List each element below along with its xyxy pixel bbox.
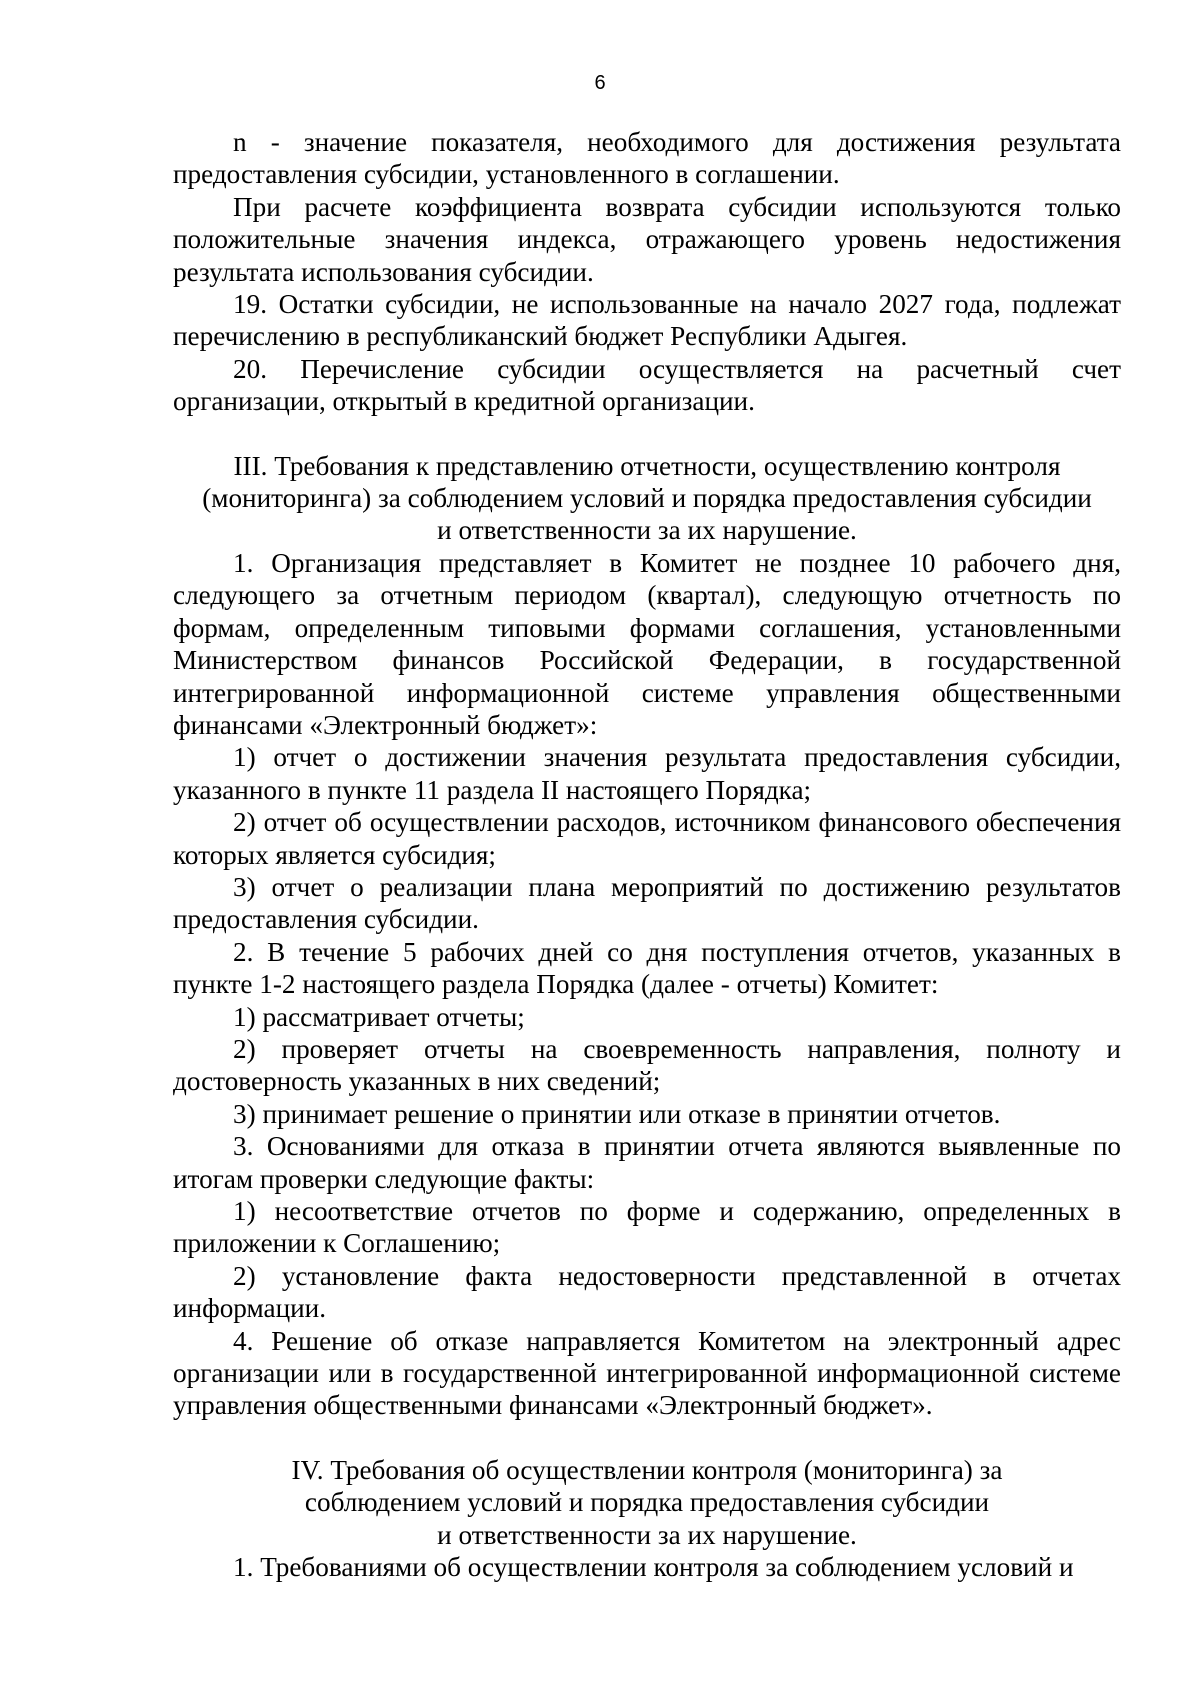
- section-3-paragraph: 2. В течение 5 рабочих дней со дня поступления отчетов, указанных в пункте 1-2 настоящего раздела Порядка (далее - отчеты) Комитет:: [173, 936, 1121, 1000]
- section-3-heading-line: III. Требования к представлению отчетности, осуществлению контроля: [233, 450, 1061, 481]
- spacer: [173, 418, 1121, 450]
- section-3-paragraph: 1. Организация представляет в Комитет не позднее 10 рабочего дня, следующего за отчетным периодом (квартал), следующую отчетность по формам, определенным типовыми формами соглашения, установленными Министерством финансов Российской Федерации, в государственной интегрированной информационной системе управления общественными финансами «Электронный бюджет»:: [173, 547, 1121, 740]
- section-4-paragraph: 1. Требованиями об осуществлении контроля за соблюдением условий и: [233, 1552, 1074, 1583]
- section-3-paragraph: 2) проверяет отчеты на своевременность направления, полноту и достоверность указанных в них сведений;: [173, 1033, 1121, 1097]
- section-3-paragraph: 2) отчет об осуществлении расходов, источником финансового обеспечения которых является субсидия;: [173, 807, 1121, 870]
- section-3-paragraph: 3. Основаниями для отказа в принятии отчета являются выявленные по итогам проверки следующие факты:: [173, 1131, 1121, 1194]
- paragraph-19-remaining-subsidy: 19. Остатки субсидии, не использованные на начало 2027 года, подлежат перечислению в республиканский бюджет Республики Адыгея.: [173, 289, 1121, 352]
- section-3-paragraph: 1) несоответствие отчетов по форме и содержанию, определенных в приложении к Соглашению;: [173, 1196, 1121, 1259]
- page-number: 6: [594, 72, 606, 94]
- section-4-heading-line: и ответственности за их нарушение.: [437, 1519, 857, 1550]
- section-4-heading-line: IV. Требования об осуществлении контроля (мониторинга) за: [291, 1454, 1003, 1485]
- section-4-heading-line: соблюдением условий и порядка предоставления субсидии: [304, 1487, 990, 1518]
- section-3-heading: [173, 450, 1121, 547]
- section-4-heading: [173, 1454, 1121, 1551]
- document-body: [173, 126, 1121, 1583]
- section-3-paragraph: 3) отчет о реализации плана мероприятий по достижению результатов предоставления субсидии.: [173, 871, 1121, 935]
- section-3-paragraph: 4. Решение об отказе направляется Комитетом на электронный адрес организации или в государственной интегрированной информационной системе управления общественными финансами «Электронный бюджет».: [173, 1325, 1121, 1421]
- section-3-paragraph: 3) принимает решение о принятии или отказе в принятии отчетов.: [233, 1098, 1001, 1129]
- spacer: [173, 1422, 1121, 1454]
- paragraph-indicator-n: n - значение показателя, необходимого для достижения результата предоставления субсидии, установленного в соглашении.: [173, 127, 1121, 190]
- section-3-paragraph: 1) рассматривает отчеты;: [233, 1001, 525, 1032]
- section-3-heading-line: и ответственности за их нарушение.: [437, 515, 857, 546]
- section-3-heading-line: (мониторинга) за соблюдением условий и порядка предоставления субсидии: [202, 483, 1092, 514]
- paragraph-return-coefficient: При расчете коэффициента возврата субсидии используются только положительные значения индекса, отражающего уровень недостижения результата использования субсидии.: [173, 191, 1121, 287]
- paragraph-20-transfer: 20. Перечисление субсидии осуществляется на расчетный счет организации, открытый в кредитной организации.: [173, 353, 1121, 417]
- section-3-paragraph: 2) установление факта недостоверности представленной в отчетах информации.: [173, 1260, 1121, 1324]
- section-3-paragraph: 1) отчет о достижении значения результата предоставления субсидии, указанного в пункте 11 раздела II настоящего Порядка;: [173, 742, 1121, 805]
